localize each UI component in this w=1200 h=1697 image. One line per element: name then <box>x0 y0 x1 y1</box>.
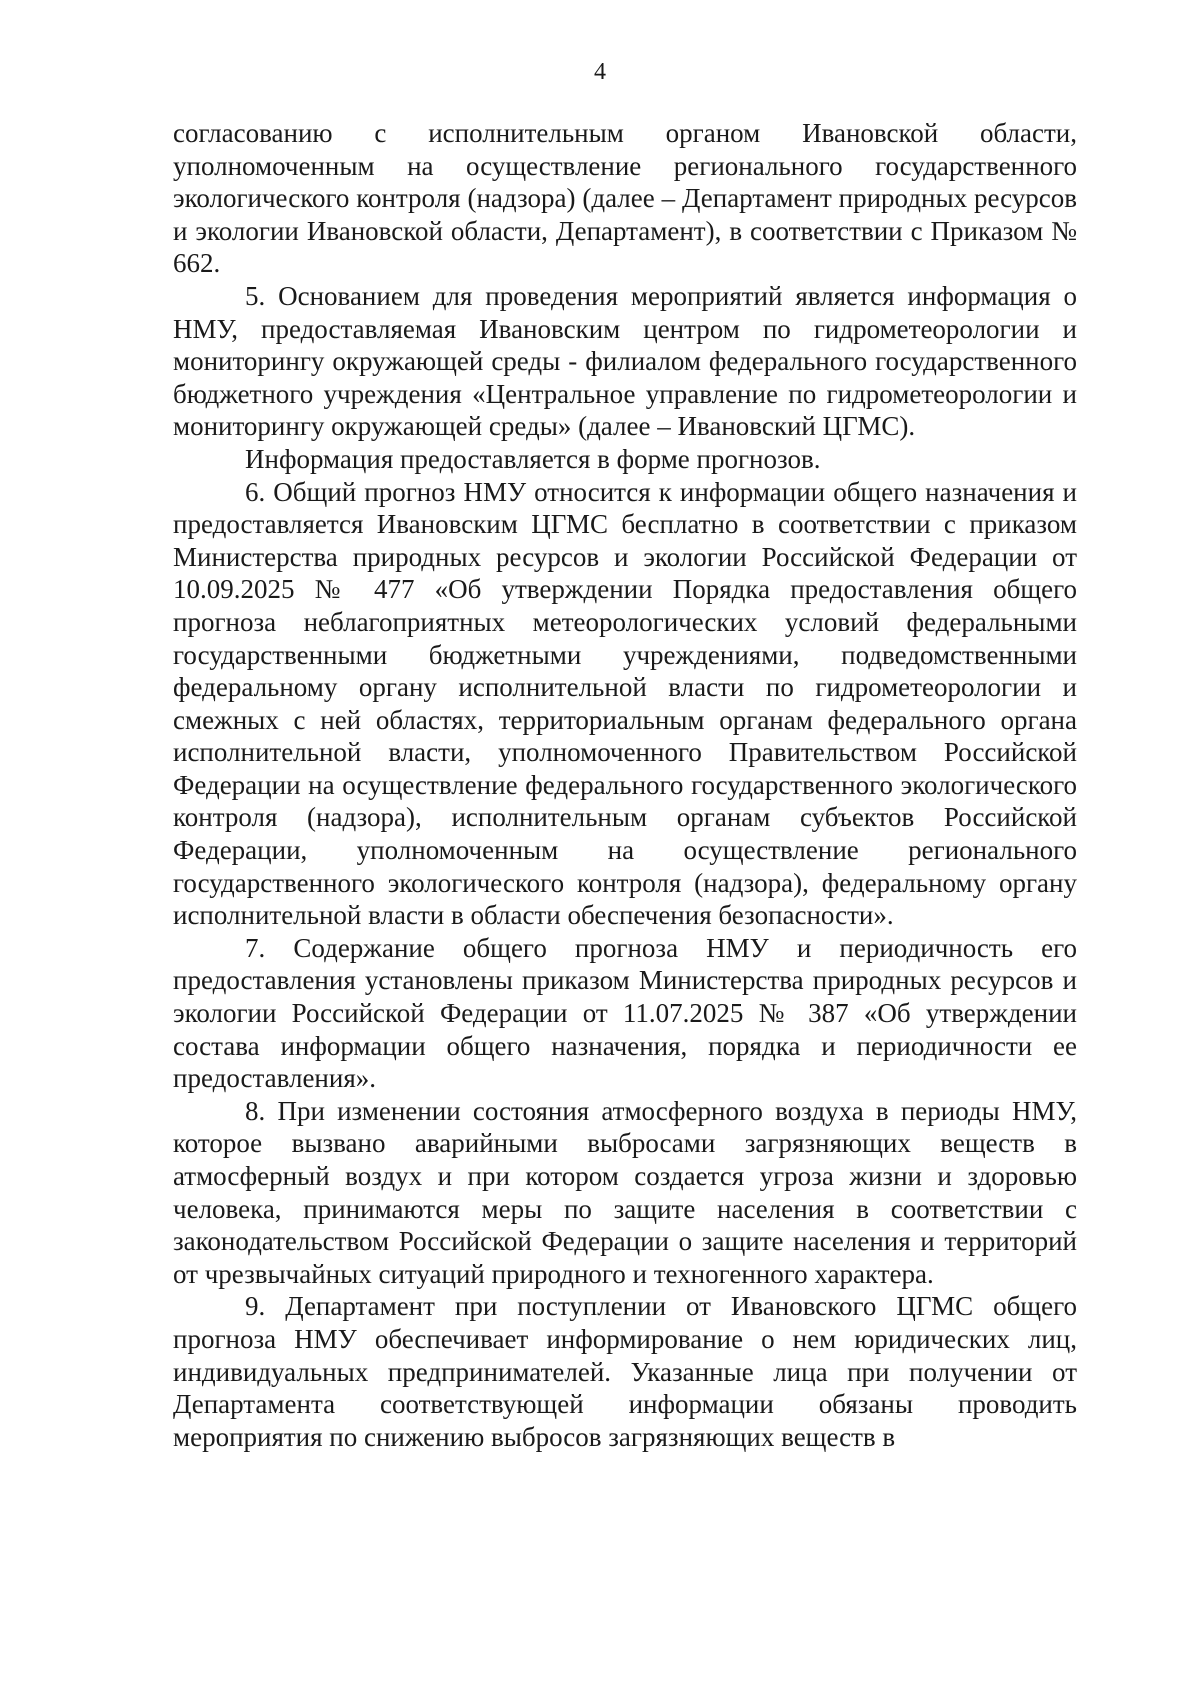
paragraph-item-6: 6. Общий прогноз НМУ относится к информации общего назначения и предоставляется Ивановским ЦГМС бесплатно в соответствии с приказом Министерства природных ресурсов и экологии Российской Федерации от 10.09.2025 № 477 «Об утверждении Порядка предоставления общего прогноза неблагоприятных метеорологических условий федеральными государственными бюджетными учреждениями, подведомственными федеральному органу исполнительной власти по гидрометеорологии и смежных с ней областях, территориальным органам федерального органа исполнительной власти, уполномоченного Правительством Российской Федерации на осуществление федерального государственного экологического контроля (надзора), исполнительным органам субъектов Российской Федерации, уполномоченным на осуществление регионального государственного экологического контроля (надзора), федеральному органу исполнительной власти в области обеспечения безопасности». <box>173 476 1077 931</box>
page-number: 4 <box>594 59 606 85</box>
paragraph-item-8: 8. При изменении состояния атмосферного воздуха в периоды НМУ, которое вызвано аварийными выбросами загрязняющих веществ в атмосферный воздух и при котором создается угроза жизни и здоровью человека, принимаются меры по защите населения в соответствии с законодательством Российской Федерации о защите населения и территорий от чрезвычайных ситуаций природного и техногенного характера. <box>173 1095 1077 1289</box>
document-body <box>173 117 1077 1453</box>
paragraph-forecast-form: Информация предоставляется в форме прогнозов. <box>245 443 821 474</box>
paragraph-item-9: 9. Департамент при поступлении от Ивановского ЦГМС общего прогноза НМУ обеспечивает информирование о нем юридических лиц, индивидуальных предпринимателей. Указанные лица при получении от Департамента соответствующей информации обязаны проводить мероприятия по снижению выбросов загрязняющих веществ в <box>173 1291 1077 1452</box>
paragraph-item-5: 5. Основанием для проведения мероприятий является информация о НМУ, предоставляемая Ивановским центром по гидрометеорологии и мониторингу окружающей среды - филиалом федерального государственного бюджетного учреждения «Центральное управление по гидрометеорологии и мониторингу окружающей среды» (далее – Ивановский ЦГМС). <box>173 280 1077 442</box>
paragraph-item-7: 7. Содержание общего прогноза НМУ и периодичность его предоставления установлены приказом Министерства природных ресурсов и экологии Российской Федерации от 11.07.2025 № 387 «Об утверждении состава информации общего назначения, порядка и периодичности ее предоставления». <box>173 932 1077 1094</box>
paragraph-continuation: согласованию с исполнительным органом Ивановской области, уполномоченным на осуществление регионального государственного экологического контроля (надзора) (далее – Департамент природных ресурсов и экологии Ивановской области, Департамент), в соответствии с Приказом № 662. <box>173 118 1077 279</box>
